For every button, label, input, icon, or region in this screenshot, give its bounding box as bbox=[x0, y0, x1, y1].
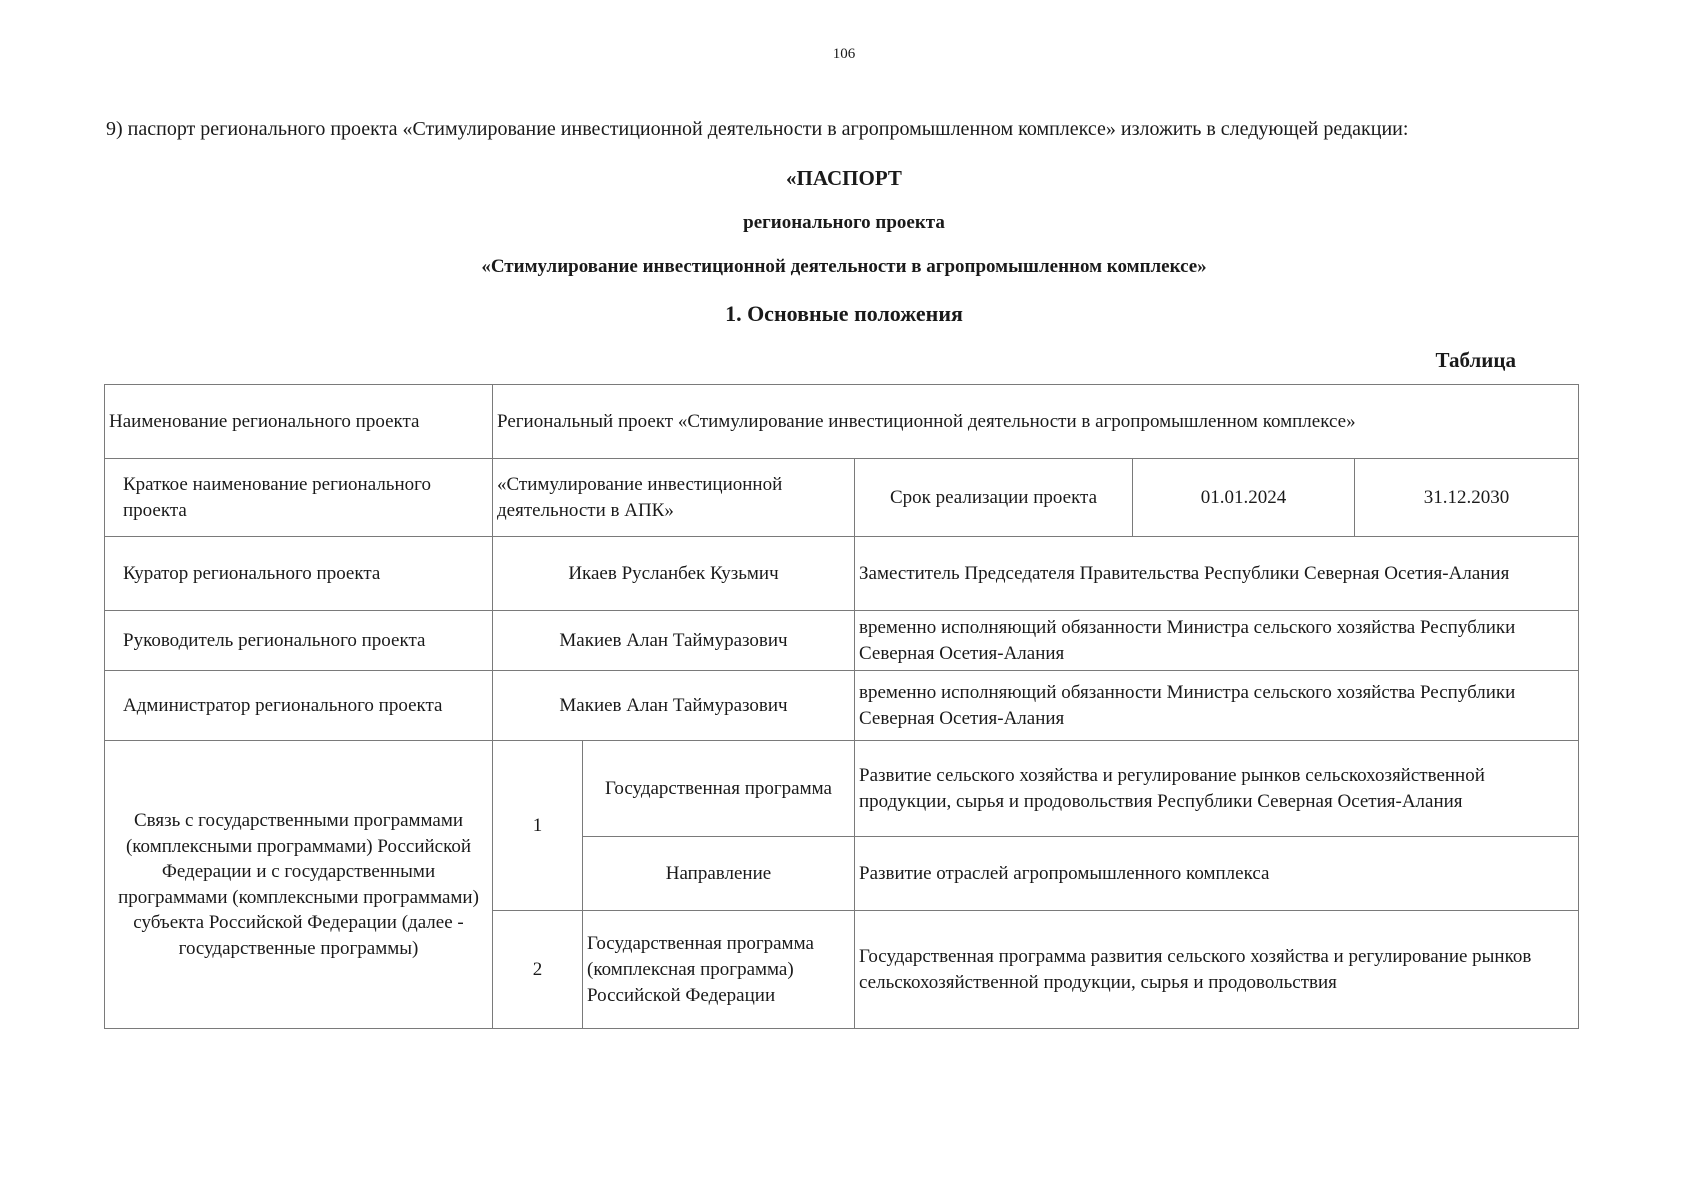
section-heading: 1. Основные положения bbox=[725, 301, 963, 326]
table-row bbox=[105, 385, 1579, 459]
program-type-value: Государственная программа развития сельского хозяйства и регулирование рынков сельскохозяйственной продукции, сырья и продовольствия bbox=[855, 911, 1579, 1029]
program-number: 1 bbox=[493, 741, 583, 911]
curator-label: Куратор регионального проекта bbox=[105, 537, 493, 611]
table-row bbox=[105, 459, 1579, 537]
table-label: Таблица bbox=[1435, 348, 1516, 372]
admin-name: Макиев Алан Таймуразович bbox=[493, 671, 855, 741]
admin-position: временно исполняющий обязанности Министра сельского хозяйства Республики Северная Осетия-Алания bbox=[855, 671, 1579, 741]
programs-link-label: Связь с государственными программами (комплексными программами) Российской Федерации и с государственными программами (комплексными программами) субъекта Российской Федерации (далее - государственные программы) bbox=[105, 741, 493, 1029]
project-name-label: Наименование регионального проекта bbox=[105, 385, 493, 459]
start-date: 01.01.2024 bbox=[1133, 459, 1355, 537]
page-number: 106 bbox=[832, 46, 856, 62]
program-type-label: Государственная программа (комплексная программа) Российской Федерации bbox=[583, 911, 855, 1029]
table-row bbox=[105, 741, 1579, 837]
table-row bbox=[105, 671, 1579, 741]
admin-label: Администратор регионального проекта bbox=[105, 671, 493, 741]
document-title: «ПАСПОРТ bbox=[786, 166, 902, 190]
head-label: Руководитель регионального проекта bbox=[105, 611, 493, 671]
direction-value: Развитие отраслей агропромышленного комплекса bbox=[855, 837, 1579, 911]
short-name-label: Краткое наименование регионального проекта bbox=[105, 459, 493, 537]
table-row bbox=[105, 611, 1579, 671]
program-type-label: Государственная программа bbox=[583, 741, 855, 837]
term-label: Срок реализации проекта bbox=[855, 459, 1133, 537]
head-name: Макиев Алан Таймуразович bbox=[493, 611, 855, 671]
project-title: «Стимулирование инвестиционной деятельности в агропромышленном комплексе» bbox=[481, 256, 1207, 277]
curator-position: Заместитель Председателя Правительства Республики Северная Осетия-Алания bbox=[855, 537, 1579, 611]
passport-table bbox=[104, 384, 1579, 1029]
program-number: 2 bbox=[493, 911, 583, 1029]
direction-label: Направление bbox=[583, 837, 855, 911]
document-subtitle: регионального проекта bbox=[743, 212, 945, 233]
program-type-value: Развитие сельского хозяйства и регулирование рынков сельскохозяйственной продукции, сырья и продовольствия Республики Северная Осетия-Алания bbox=[855, 741, 1579, 837]
table-row bbox=[105, 537, 1579, 611]
head-position: временно исполняющий обязанности Министра сельского хозяйства Республики Северная Осетия-Алания bbox=[855, 611, 1579, 671]
end-date: 31.12.2030 bbox=[1355, 459, 1579, 537]
intro-text: 9) паспорт регионального проекта «Стимулирование инвестиционной деятельности в агропромышленном комплексе» изложить в следующей редакции: bbox=[106, 118, 1409, 140]
project-name-value: Региональный проект «Стимулирование инвестиционной деятельности в агропромышленном комплексе» bbox=[493, 385, 1579, 459]
short-name-value: «Стимулирование инвестиционной деятельности в АПК» bbox=[493, 459, 855, 537]
curator-name: Икаев Русланбек Кузьмич bbox=[493, 537, 855, 611]
